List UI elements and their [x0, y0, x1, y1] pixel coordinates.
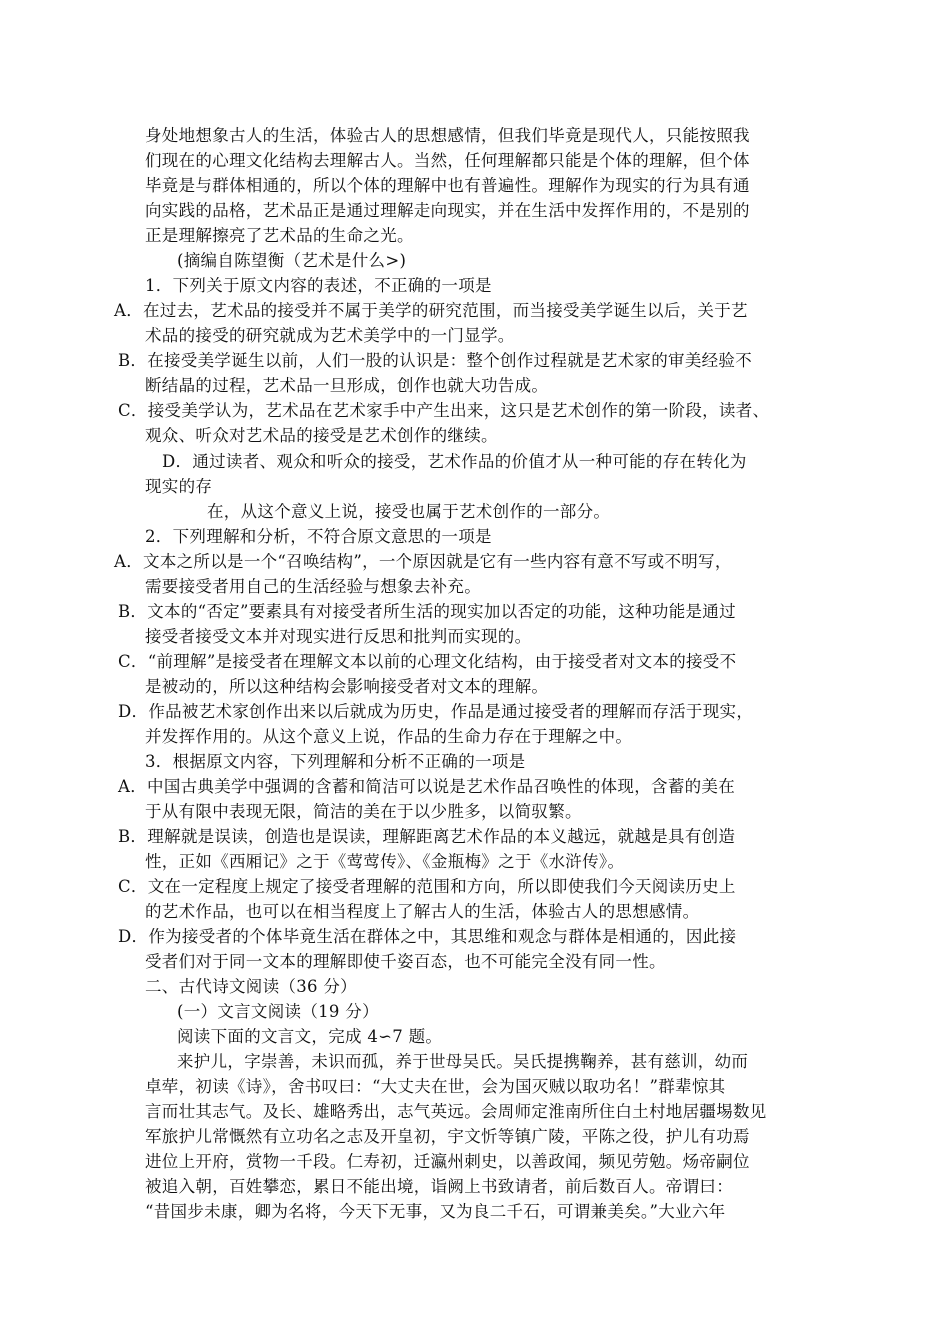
q1-option-c: C．接受美学认为，艺术品在艺术家手中产生出来，这只是艺术创作的第一阶段，读者、 — [118, 401, 770, 420]
q3-option-b: B．理解就是误读，创造也是误读，理解距离艺术作品的本义越远，就越是具有创造 — [118, 827, 736, 846]
passage-line: 身处地想象古人的生活，体验古人的思想感情，但我们毕竟是现代人，只能按照我 — [145, 126, 750, 145]
q2-option-c-cont: 是被动的，所以这种结构会影响接受者对文本的理解。 — [145, 677, 549, 696]
q3-option-a-cont: 于从有限中表现无限，简洁的美在于以少胜多，以简驭繁。 — [145, 802, 582, 821]
q2-option-b-cont: 接受者接受文本并对现实进行反思和批判而实现的。 — [145, 627, 532, 646]
q3-option-d-cont: 受者们对于同一文本的理解即使千姿百态，也不可能完全没有同一性。 — [145, 952, 666, 971]
q3-option-c-cont: 的艺术作品，也可以在相当程度上了解古人的生活，体验古人的思想感情。 — [145, 902, 700, 921]
question-3-stem: 3．根据原文内容，下列理解和分析不正确的一项是 — [145, 752, 526, 771]
q2-option-a-cont: 需要接受者用自己的生活经验与想象去补充。 — [145, 577, 481, 596]
q2-option-d-cont: 并发挥作用的。从这个意义上说，作品的生命力存在于理解之中。 — [145, 727, 633, 746]
q1-option-b: B．在接受美学诞生以前，人们一股的认识是：整个创作过程就是艺术家的审美经验不 — [118, 351, 753, 370]
q1-option-d-cont: 现实的存 — [145, 477, 213, 496]
question-1-stem: 1．下列关于原文内容的表述，不正确的一项是 — [145, 276, 492, 295]
q2-option-b: B．文本的“否定”要素具有对接受者所生活的现实加以否定的功能，这种功能是通过 — [118, 602, 736, 621]
passage-line: 们现在的心理文化结构去理解古人。当然，任何理解都只能是个体的理解，但个体 — [145, 151, 750, 170]
q1-option-c-cont: 观众、听众对艺术品的接受是艺术创作的继续。 — [145, 426, 498, 445]
q2-option-d: D．作品被艺术家创作出来以后就成为历史，作品是通过接受者的理解而存活于现实， — [118, 702, 754, 721]
q3-option-b-cont: 性，正如《西厢记》之于《莺莺传》、《金瓶梅》之于《水浒传》。 — [145, 852, 625, 871]
passage-line: 正是理解擦亮了艺术品的生命之光。 — [145, 226, 414, 245]
q1-option-b-cont: 断结晶的过程，艺术品一旦形成，创作也就大功告成。 — [145, 376, 549, 395]
q2-option-c: C．“前理解”是接受者在理解文本以前的心理文化结构，由于接受者对文本的接受不 — [118, 652, 737, 671]
classical-passage-line: 军旅护儿常慨然有立功名之志及开皇初，宇文忻等镇广陵，平陈之役，护儿有功焉 — [145, 1127, 750, 1146]
q1-option-d-cont2: 在，从这个意义上说，接受也属于艺术创作的一部分。 — [207, 502, 611, 521]
source-citation: (摘编自陈望衡（艺术是什么>) — [177, 251, 407, 270]
passage-line: 毕竟是与群体相通的，所以个体的理解中也有普遍性。理解作为现实的行为具有通 — [145, 176, 750, 195]
section-heading: 二、古代诗文阅读（36 分） — [145, 977, 357, 996]
question-2-stem: 2．下列理解和分析，不符合原文意思的一项是 — [145, 527, 492, 546]
q3-option-c: C．文在一定程度上规定了接受者理解的范围和方向，所以即使我们今天阅读历史上 — [118, 877, 736, 896]
classical-passage-line: “昔国步未康，卿为名将，今天下无事，又为良二千石，可谓兼美矣。”大业六年 — [145, 1202, 726, 1221]
q1-option-a: A．在过去，艺术品的接受并不属于美学的研究范围，而当接受美学诞生以后，关于艺 — [114, 301, 748, 320]
classical-passage-line: 进位上开府，赏物一千段。仁寿初，迁瀛州刺史，以善政闻，频见劳勉。炀帝嗣位 — [145, 1152, 750, 1171]
q3-option-d: D．作为接受者的个体毕竟生活在群体之中，其思维和观念与群体是相通的，因此接 — [118, 927, 737, 946]
q2-option-a: A．文本之所以是一个“召唤结构”，一个原因就是它有一些内容有意不写或不明写， — [114, 552, 732, 571]
q1-option-d: D．通过读者、观众和听众的接受，艺术作品的价值才从一种可能的存在转化为 — [162, 452, 747, 471]
classical-passage-line: 被追入朝，百姓攀恋，累日不能出境，诣阙上书致请者，前后数百人。帝谓曰： — [145, 1177, 733, 1196]
instruction: 阅读下面的文言文，完成 4∽7 题。 — [177, 1027, 443, 1046]
classical-passage-line: 来护儿，字崇善，未识而孤，养于世母吴氏。吴氏提携鞠养，甚有慈训，幼而 — [177, 1052, 749, 1071]
classical-passage-line: 卓荦，初读《诗》，舍书叹曰：“大丈夫在世，会为国灭贼以取功名！”群辈惊其 — [145, 1077, 726, 1096]
q1-option-a-cont: 术品的接受的研究就成为艺术美学中的一门显学。 — [145, 326, 515, 345]
passage-line: 向实践的品格，艺术品正是通过理解走向现实，并在生活中发挥作用的，不是别的 — [145, 201, 750, 220]
subsection-heading: (一）文言文阅读（19 分） — [177, 1002, 379, 1021]
q3-option-a: A．中国古典美学中强调的含蓄和简洁可以说是艺术作品召唤性的体现，含蓄的美在 — [118, 777, 736, 796]
classical-passage-line: 言而壮其志气。及长、雄略秀出，志气英远。会周师定淮南所住白土村地居疆埸数见 — [145, 1102, 767, 1121]
